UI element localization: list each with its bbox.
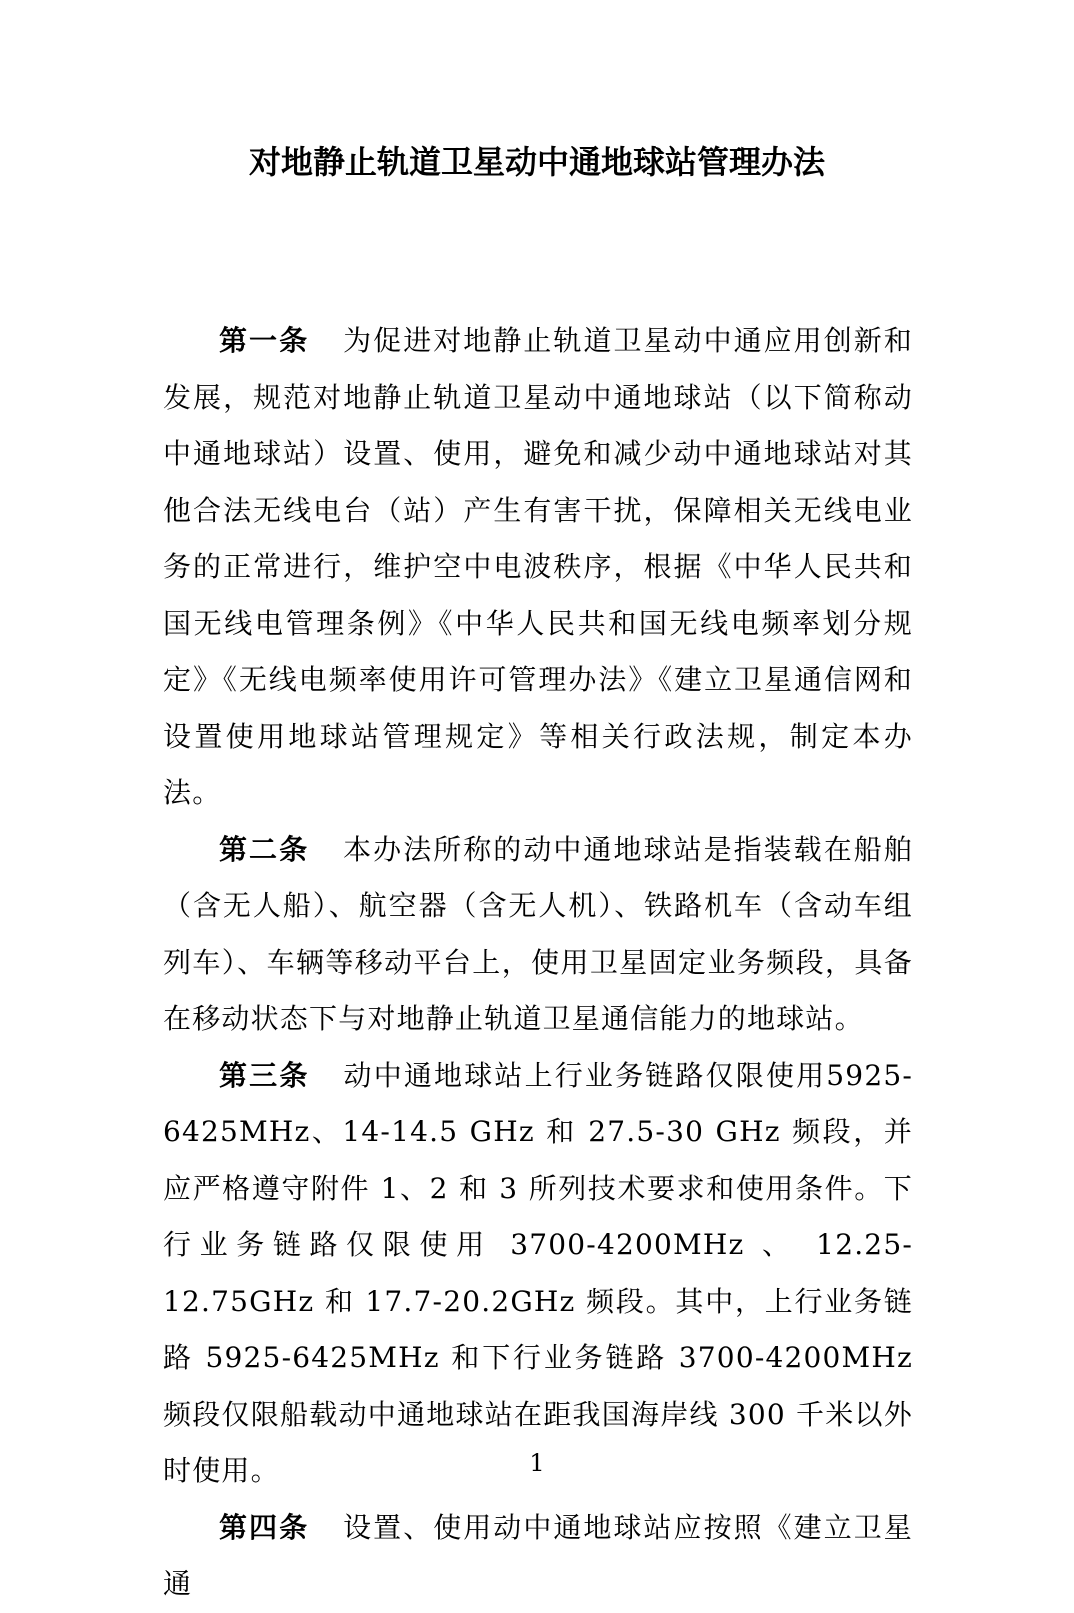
article-text: 为促进对地静止轨道卫星动中通应用创新和发展，规范对地静止轨道卫星动中通地球站（以下简称动中通地球站）设置、使用，避免和减少动中通地球站对其他合法无线电台（站）产生有害干扰，保障相关无线电业务的正常进行，维护空中电波秩序，根据《中华人民共和国无线电管理条例》《中华人民共和国无线电频率划分规定》《无线电频率使用许可管理办法》《建立卫星通信网和设置使用地球站管理规定》等相关行政法规，制定本办法。 [163, 324, 913, 809]
article-2 [163, 822, 913, 1048]
article-4 [163, 1500, 913, 1613]
article-number: 第二条 [219, 832, 310, 866]
article-3 [163, 1048, 913, 1500]
article-number: 第三条 [219, 1058, 310, 1092]
document-title: 对地静止轨道卫星动中通地球站管理办法 [248, 143, 825, 181]
article-number: 第四条 [219, 1510, 310, 1544]
article-text: 设置、使用动中通地球站应按照《建立卫星通 [163, 1510, 913, 1600]
page-number: 1 [529, 1449, 545, 1477]
document-body [163, 313, 913, 1613]
article-1 [163, 313, 913, 822]
article-text: 动中通地球站上行业务链路仅限使用5925-6425MHz、14-14.5 GHz 和 27.5-30 GHz 频段，并应严格遵守附件 1、2 和 3 所列技术要求和使用条件。下行业务链路仅限使用 3700-4200MHz 、 12.25-12.75GHz 和 17.7-20.2GHz 频段。其中，上行业务链路 5925-6425MHz 和下行业务链路 3700-4200MHz 频段仅限船载动中通地球站在距我国海岸线 300 千米以外时使用。 [163, 1058, 914, 1487]
article-text: 本办法所称的动中通地球站是指装载在船舶（含无人船）、航空器（含无人机）、铁路机车（含动车组列车）、车辆等移动平台上，使用卫星固定业务频段，具备在移动状态下与对地静止轨道卫星通信能力的地球站。 [163, 832, 913, 1035]
article-number: 第一条 [219, 324, 310, 357]
